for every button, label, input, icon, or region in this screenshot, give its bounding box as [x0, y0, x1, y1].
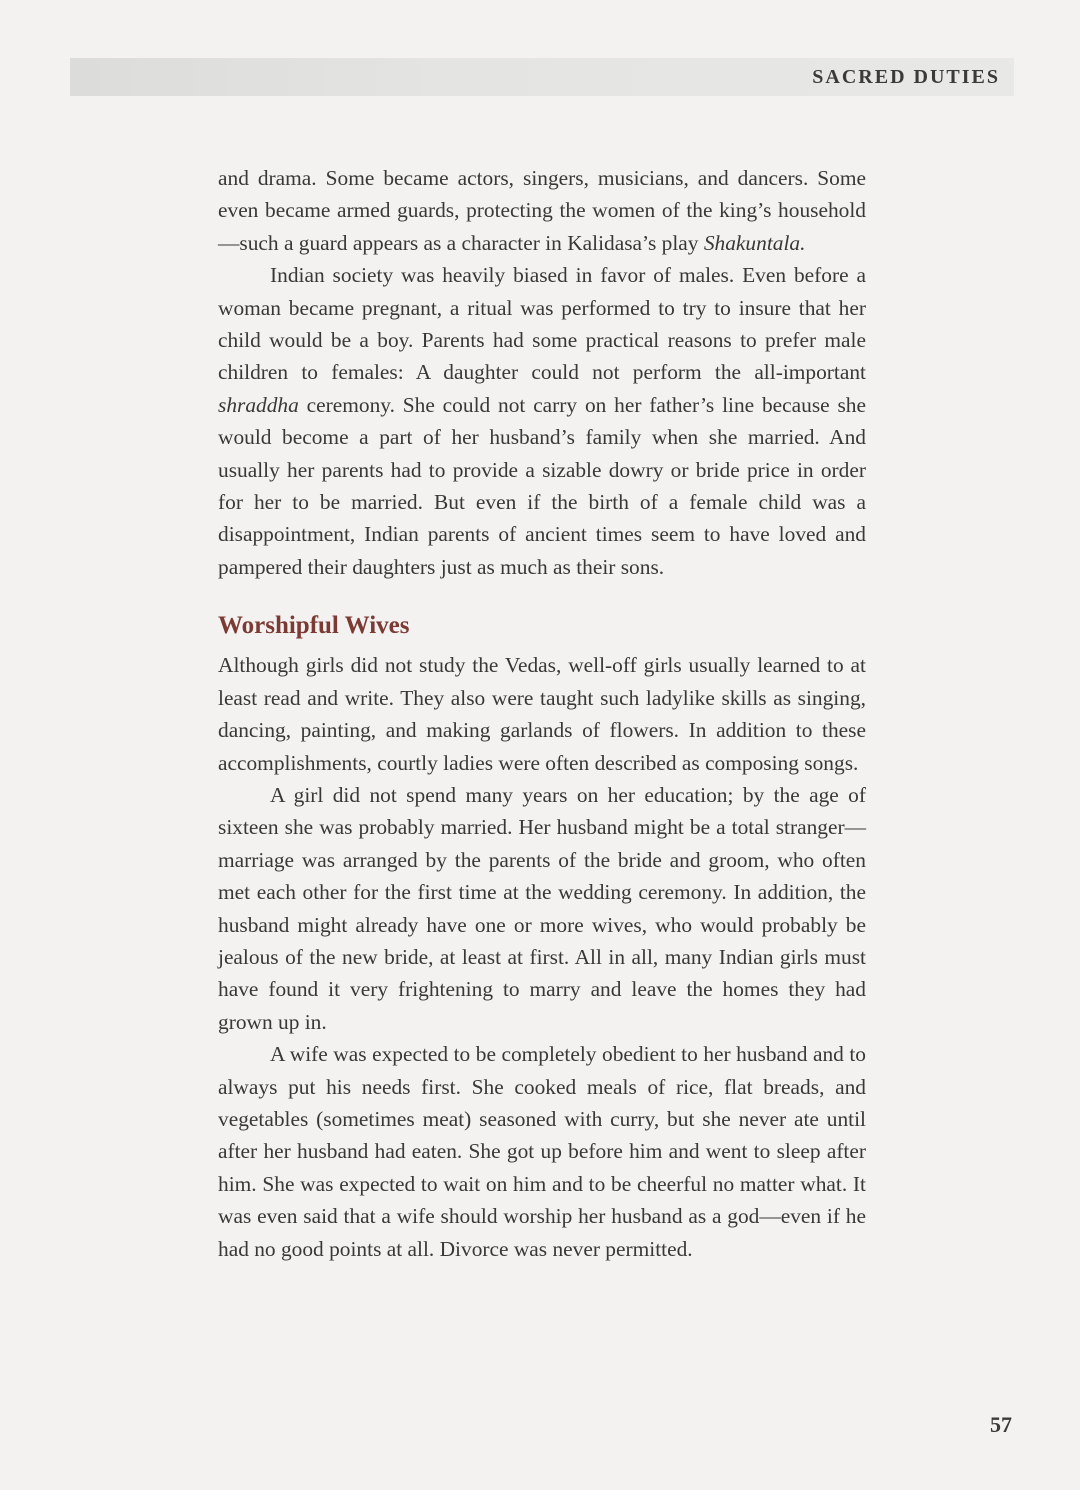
- paragraph-obedience: A wife was expected to be completely obedient to her husband and to always put his needs first. She cooked meals of rice, flat breads, and vegetables (sometimes meat) seasoned with curry, but she never ate until after her husband had eaten. She got up before him and went to sleep after him. She was expected to wait on him and to be cheerful no matter what. It was even said that a wife should worship her husband as a god—even if he had no good points at all. Divorce was never permitted.: [218, 1042, 866, 1261]
- paragraph-1-text: and drama. Some became actors, singers, musicians, and dancers. Some even became armed guards, protecting the women of the king’s household—such a guard appears as a character in Kalidasa’s play: [218, 166, 866, 255]
- paragraph-education: Although girls did not study the Vedas, well-off girls usually learned to at least read and write. They also were taught such ladylike skills as singing, dancing, painting, and making garlands of flowers. In addition to these accomplishments, courtly ladies were often described as composing songs.: [218, 653, 866, 775]
- paragraph-2-text-b: ceremony. She could not carry on her father’s line because she would become a part of her husband’s family when she married. And usually her parents had to provide a sizable dowry or bride price in order for her to be married. But even if the birth of a female child was a disappointment, Indian parents of ancient times seem to have loved and pampered their daughters just as much as their sons.: [218, 392, 866, 579]
- shraddha-italic: shraddha: [218, 392, 299, 417]
- paragraph-continued: [218, 162, 866, 259]
- running-head-title: SACRED DUTIES: [812, 66, 1000, 88]
- paragraph-marriage: A girl did not spend many years on her education; by the age of sixteen she was probably married. Her husband might be a total stranger—marriage was arranged by the parents of the bride and groom, who often met each other for the first time at the wedding ceremony. In addition, the husband might already have one or more wives, who would probably be jealous of the new bride, at least at first. All in all, many Indian girls must have found it very frightening to marry and leave the homes they had grown up in.: [218, 782, 866, 1034]
- play-title-italic: Shakuntala.: [703, 230, 806, 255]
- page-number: 57: [990, 1412, 1012, 1437]
- paragraph-2-text-a: Indian society was heavily biased in favor of males. Even before a woman became pregnant, a ritual was performed to try to insure that her child would be a boy. Parents had some practical reasons to prefer male children to females: A daughter could not perform the all-important: [218, 263, 866, 385]
- running-head-band: [70, 58, 1014, 96]
- paragraph-male-bias: [218, 259, 866, 583]
- body-text: [218, 162, 866, 1265]
- section-heading: Worshipful Wives: [218, 612, 410, 640]
